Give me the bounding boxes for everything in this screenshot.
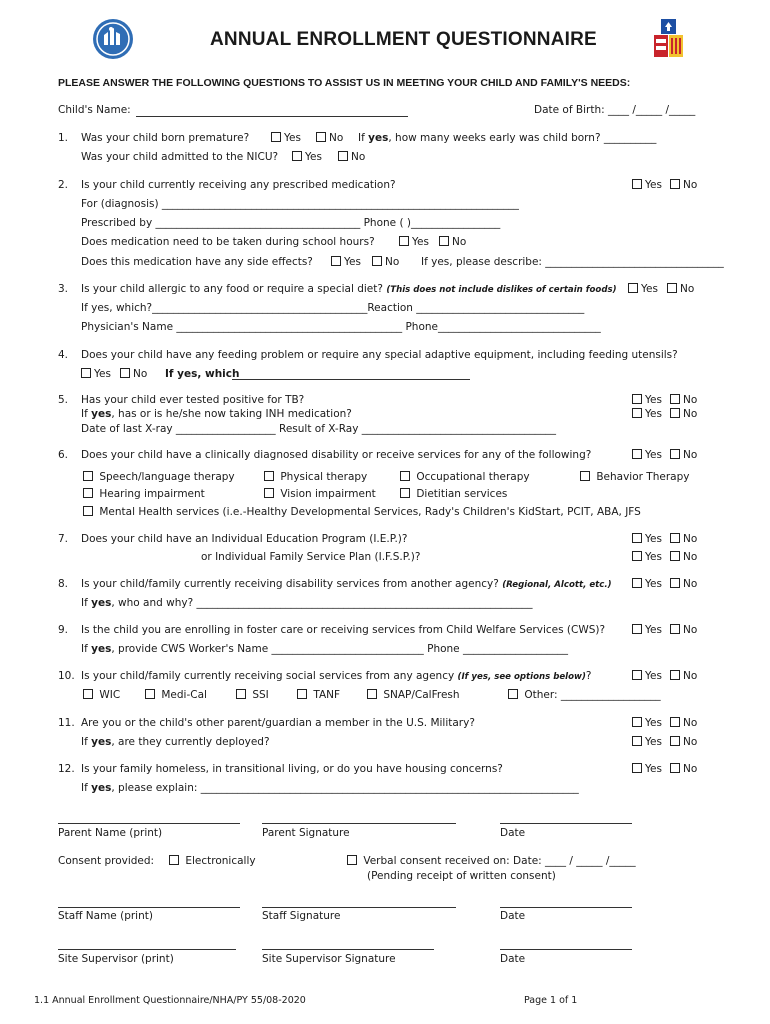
consent-verbal[interactable]: Verbal consent received on: Date: ____ / _____ /_____ (347, 854, 636, 868)
q11-yes[interactable]: Yes (632, 716, 662, 730)
q8-who-why-field[interactable]: If yes, who and why? ________________________________________________________________ (81, 597, 533, 609)
q11-deployed-yes[interactable]: Yes (632, 735, 662, 749)
q9-yes[interactable]: Yes (632, 623, 662, 637)
q11-deployed-text: If yes, are they currently deployed? (81, 736, 270, 748)
q6-option-behavior[interactable]: Behavior Therapy (580, 470, 689, 484)
q12-no[interactable]: No (670, 762, 697, 776)
q5-inh-text: If yes, has or is he/she now taking INH medication? (81, 408, 352, 420)
q2-school-hours-text: Does medication need to be taken during school hours? (81, 236, 375, 248)
q10-option-snap[interactable]: SNAP/CalFresh (367, 688, 460, 702)
q8-yes[interactable]: Yes (632, 577, 662, 591)
staff-signature-line[interactable] (262, 907, 456, 908)
checkbox[interactable] (670, 394, 680, 404)
q11-deployed-no[interactable]: No (670, 735, 697, 749)
checkbox[interactable] (632, 736, 642, 746)
q7-text-2: or Individual Family Service Plan (I.F.S.P.)? (201, 551, 421, 563)
checkbox[interactable] (169, 855, 179, 865)
checkbox[interactable] (670, 449, 680, 459)
q3-which-field[interactable]: If yes, which?_________________________________________Reaction ________________________________ (81, 302, 585, 314)
supervisor-signature-line[interactable] (262, 949, 434, 950)
checkbox[interactable] (632, 551, 642, 561)
q12-yes[interactable]: Yes (632, 762, 662, 776)
checkbox[interactable] (632, 763, 642, 773)
q6-yes[interactable]: Yes (632, 448, 662, 462)
q6-option-speech[interactable]: Speech/language therapy (83, 470, 235, 484)
q6-option-physical[interactable]: Physical therapy (264, 470, 367, 484)
checkbox[interactable] (83, 689, 93, 699)
q1-text: Was your child born premature? (81, 132, 250, 144)
checkbox[interactable] (439, 236, 449, 246)
checkbox[interactable] (400, 471, 410, 481)
footer-document-id: 1.1 Annual Enrollment Questionnaire/NHA/PY 55/08-2020 (34, 995, 306, 1006)
staff-date-line[interactable] (500, 907, 632, 908)
q4-no[interactable]: No (120, 367, 147, 381)
intro-text: PLEASE ANSWER THE FOLLOWING QUESTIONS TO ASSIST US IN MEETING YOUR CHILD AND FAMILY'S NEEDS: (58, 77, 631, 89)
q6-option-occupational[interactable]: Occupational therapy (400, 470, 530, 484)
q7-iep-no[interactable]: No (670, 532, 697, 546)
checkbox[interactable] (632, 408, 642, 418)
checkbox[interactable] (120, 368, 130, 378)
parent-signature-label: Parent Signature (262, 827, 350, 839)
q6-option-hearing[interactable]: Hearing impairment (83, 487, 205, 501)
q6-option-vision[interactable]: Vision impairment (264, 487, 376, 501)
consent-label: Consent provided: (58, 855, 155, 867)
child-name-label: Child's Name: (58, 104, 131, 116)
consent-pending-note: (Pending receipt of written consent) (367, 870, 556, 882)
q6-text: Does your child have a clinically diagnosed disability or receive services for any of the following? (81, 449, 592, 461)
q4-yes[interactable]: Yes (81, 367, 111, 381)
checkbox[interactable] (670, 717, 680, 727)
checkbox[interactable] (580, 471, 590, 481)
q6-option-dietitian[interactable]: Dietitian services (400, 487, 507, 501)
q10-option-other[interactable]: Other: ___________________ (508, 688, 661, 702)
checkbox[interactable] (297, 689, 307, 699)
q5-inh-yes[interactable]: Yes (632, 407, 662, 421)
q1-weeks-early[interactable]: If yes, how many weeks early was child born? __________ (358, 132, 657, 144)
checkbox[interactable] (628, 283, 638, 293)
q7-ifsp-no[interactable]: No (670, 550, 697, 564)
q3-yes[interactable]: Yes (628, 282, 658, 296)
checkbox[interactable] (632, 670, 642, 680)
parent-date-line[interactable] (500, 823, 632, 824)
checkbox[interactable] (83, 471, 93, 481)
supervisor-name-label: Site Supervisor (print) (58, 953, 174, 965)
q11-no[interactable]: No (670, 716, 697, 730)
consent-electronically[interactable]: Electronically (169, 854, 256, 868)
q2-school-no[interactable]: No (439, 235, 466, 249)
q10-number: 10. (58, 670, 75, 682)
checkbox[interactable] (367, 689, 377, 699)
q8-number: 8. (58, 578, 69, 590)
q9-text: Is the child you are enrolling in foster care or receiving services from Child Welfare Services (CWS)? (81, 624, 606, 636)
q10-option-medi-cal[interactable]: Medi-Cal (145, 688, 207, 702)
q9-cws-field[interactable]: If yes, provide CWS Worker's Name _____________________________ Phone ____________________ (81, 643, 568, 655)
staff-signature-label: Staff Signature (262, 910, 341, 922)
q2-number: 2. (58, 179, 69, 191)
q6-number: 6. (58, 449, 69, 461)
checkbox[interactable] (400, 488, 410, 498)
q3-text: Is your child allergic to any food or require a special diet? (This does not include dislikes of certain foods) (81, 283, 617, 295)
q11-text: Are you or the child's other parent/guardian a member in the U.S. Military? (81, 717, 475, 729)
checkbox[interactable] (670, 179, 680, 189)
checkbox[interactable] (670, 736, 680, 746)
q7-iep-yes[interactable]: Yes (632, 532, 662, 546)
checkbox[interactable] (372, 256, 382, 266)
q12-number: 12. (58, 763, 75, 775)
checkbox[interactable] (670, 408, 680, 418)
dob-field[interactable]: Date of Birth: ____ /_____ /_____ (534, 104, 696, 116)
q1-yes-option[interactable]: Yes (271, 131, 301, 145)
checkbox[interactable] (670, 551, 680, 561)
page-title: ANNUAL ENROLLMENT QUESTIONNAIRE (210, 29, 597, 50)
q2-prescribed-field[interactable]: Prescribed by _______________________________________ Phone ( )_________________ (81, 217, 501, 229)
q2-side-no[interactable]: No (372, 255, 399, 269)
q4-which-label: If yes, which (165, 368, 240, 380)
q2-school-yes[interactable]: Yes (399, 235, 429, 249)
checkbox[interactable] (667, 283, 677, 293)
q11-number: 11. (58, 717, 75, 729)
child-name-field[interactable] (136, 116, 408, 117)
checkbox[interactable] (670, 533, 680, 543)
checkbox[interactable] (670, 624, 680, 634)
staff-name-line[interactable] (58, 907, 240, 908)
q3-number: 3. (58, 283, 69, 295)
q6-no[interactable]: No (670, 448, 697, 462)
q2-yes[interactable]: Yes (632, 178, 662, 192)
q2-diagnosis-field[interactable]: For (diagnosis) ____________________________________________________________________ (81, 198, 519, 210)
blocks-logo (651, 17, 687, 61)
checkbox[interactable] (331, 256, 341, 266)
q10-option-ssi[interactable]: SSI (236, 688, 269, 702)
checkbox[interactable] (632, 179, 642, 189)
parent-date-label: Date (500, 827, 526, 839)
nha-logo (92, 18, 134, 60)
supervisor-name-line[interactable] (58, 949, 236, 950)
staff-name-label: Staff Name (print) (58, 910, 153, 922)
checkbox[interactable] (264, 471, 274, 481)
q4-number: 4. (58, 349, 69, 361)
checkbox[interactable] (632, 578, 642, 588)
q7-ifsp-yes[interactable]: Yes (632, 550, 662, 564)
checkbox[interactable] (632, 533, 642, 543)
q5-text: Has your child ever tested positive for TB? (81, 394, 305, 406)
checkbox[interactable] (271, 132, 281, 142)
q2-describe-field[interactable]: If yes, please describe: __________________________________ (421, 256, 724, 268)
checkbox[interactable] (632, 394, 642, 404)
checkbox[interactable] (264, 488, 274, 498)
checkbox[interactable] (338, 151, 348, 161)
q1-nicu-yes[interactable]: Yes (292, 150, 322, 164)
checkbox[interactable] (81, 368, 91, 378)
checkbox[interactable] (236, 689, 246, 699)
q10-text: Is your child/family currently receiving social services from any agency (If yes, see options below)? (81, 670, 592, 682)
parent-name-line[interactable] (58, 823, 240, 824)
q5-xray-field[interactable]: Date of last X-ray ___________________ Result of X-Ray _____________________________________ (81, 423, 557, 435)
q1-number: 1. (58, 132, 69, 144)
checkbox[interactable] (83, 506, 93, 516)
q8-no[interactable]: No (670, 577, 697, 591)
supervisor-date-line[interactable] (500, 949, 632, 950)
q8-text: Is your child/family currently receiving disability services from another agency? (Regional, Alcott, etc.) (81, 578, 612, 590)
q1-no-option[interactable]: No (316, 131, 343, 145)
checkbox[interactable] (632, 624, 642, 634)
q5-number: 5. (58, 394, 69, 406)
staff-date-label: Date (500, 910, 526, 922)
q5-no[interactable]: No (670, 393, 697, 407)
q3-no[interactable]: No (667, 282, 694, 296)
checkbox[interactable] (670, 670, 680, 680)
q10-no[interactable]: No (670, 669, 697, 683)
q2-text: Is your child currently receiving any prescribed medication? (81, 179, 396, 191)
q1-nicu-text: Was your child admitted to the NICU? (81, 151, 279, 163)
parent-name-label: Parent Name (print) (58, 827, 163, 839)
supervisor-signature-label: Site Supervisor Signature (262, 953, 396, 965)
q9-no[interactable]: No (670, 623, 697, 637)
checkbox[interactable] (632, 449, 642, 459)
q7-number: 7. (58, 533, 69, 545)
q10-yes[interactable]: Yes (632, 669, 662, 683)
q2-side-effects-text: Does this medication have any side effects? (81, 256, 313, 268)
checkbox[interactable] (292, 151, 302, 161)
checkbox[interactable] (632, 717, 642, 727)
checkbox[interactable] (83, 488, 93, 498)
q6-option-mental-health[interactable]: Mental Health services (i.e.-Healthy Developmental Services, Rady's Children's KidStart, PCIT, ABA, JFS (83, 505, 641, 519)
checkbox[interactable] (670, 578, 680, 588)
q7-text: Does your child have an Individual Education Program (I.E.P.)? (81, 533, 408, 545)
checkbox[interactable] (508, 689, 518, 699)
q12-explain-field[interactable]: If yes, please explain: ________________________________________________________________________ (81, 782, 579, 794)
parent-signature-line[interactable] (262, 823, 456, 824)
q5-inh-no[interactable]: No (670, 407, 697, 421)
q4-which-field[interactable] (232, 379, 470, 380)
q2-no[interactable]: No (670, 178, 697, 192)
q1-nicu-no[interactable]: No (338, 150, 365, 164)
q9-number: 9. (58, 624, 69, 636)
q10-option-wic[interactable]: WIC (83, 688, 120, 702)
q12-text: Is your family homeless, in transitional living, or do you have housing concerns? (81, 763, 503, 775)
supervisor-date-label: Date (500, 953, 526, 965)
checkbox[interactable] (670, 763, 680, 773)
q2-side-yes[interactable]: Yes (331, 255, 361, 269)
q3-physician-field[interactable]: Physician's Name ___________________________________________ Phone_______________________________ (81, 321, 601, 333)
footer-page-number: Page 1 of 1 (524, 995, 578, 1006)
checkbox[interactable] (145, 689, 155, 699)
checkbox[interactable] (316, 132, 326, 142)
checkbox[interactable] (399, 236, 409, 246)
q5-yes[interactable]: Yes (632, 393, 662, 407)
checkbox[interactable] (347, 855, 357, 865)
q4-text: Does your child have any feeding problem or require any special adaptive equipment, including feeding utensils? (81, 349, 678, 361)
q10-option-tanf[interactable]: TANF (297, 688, 340, 702)
